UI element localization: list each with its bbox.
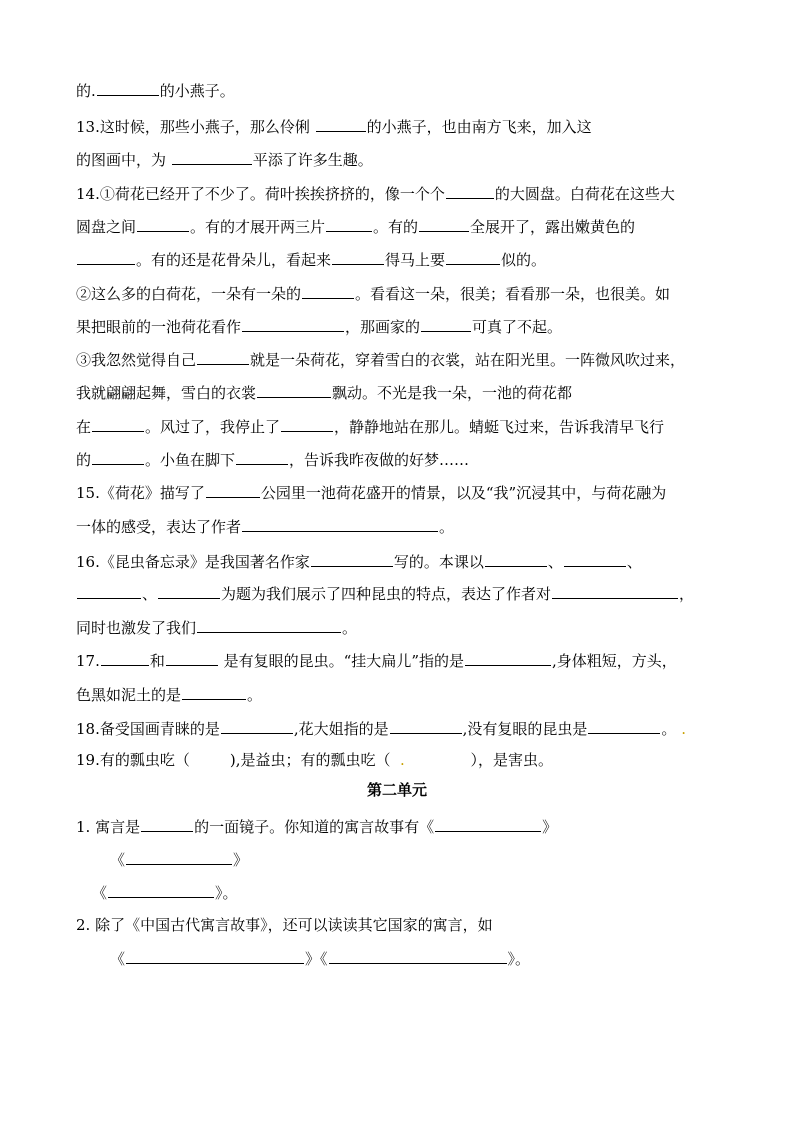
blank[interactable]	[326, 216, 372, 232]
blank[interactable]	[302, 283, 354, 299]
blank[interactable]	[242, 516, 438, 532]
blank[interactable]	[108, 882, 214, 898]
blank[interactable]	[158, 583, 220, 599]
question-14-line8: 在 。风过了，我停止了 ，静静地站在那儿。蜻蜓飞过来，告诉我清早飞行	[76, 418, 665, 436]
blank[interactable]	[311, 551, 393, 567]
blank[interactable]	[172, 149, 252, 165]
blank[interactable]	[332, 249, 384, 265]
question-15-line1: 15.《荷花》描写了 公园里一池荷花盛开的情景，以及“我”沉浸其中，与荷花融为	[76, 484, 667, 502]
question-16-line1: 16.《昆虫备忘录》是我国著名作家 写的。本课以 、 、	[76, 553, 642, 571]
unit2-question-2-line2: 《 》《 》。	[110, 950, 531, 968]
line-swallow-end: 的. 的小燕子。	[76, 82, 235, 100]
question-14-line7: 我就翩翩起舞，雪白的衣裳 飘动。不光是我一朵，一池的荷花都	[76, 384, 573, 402]
blank[interactable]	[257, 382, 331, 398]
blank[interactable]	[588, 718, 660, 734]
blank[interactable]	[101, 650, 149, 666]
blank[interactable]	[206, 482, 260, 498]
blank[interactable]	[552, 583, 678, 599]
stray-mark: .	[676, 720, 686, 738]
question-14-line3: 。有的还是花骨朵儿，看起来 得马上要 似的。	[76, 249, 546, 270]
blank[interactable]	[77, 583, 141, 599]
blank[interactable]	[465, 650, 551, 666]
blank[interactable]	[390, 718, 462, 734]
blank[interactable]	[316, 116, 366, 132]
question-15-line2: 一体的感受，表达了作者 。	[76, 518, 455, 536]
blank[interactable]	[329, 948, 507, 964]
unit2-question-1-line1: 1. 寓言是 的一面镜子。你知道的寓言故事有《 》	[76, 818, 558, 836]
question-14-line1: 14.①荷花已经开了不少了。荷叶挨挨挤挤的，像一个个 的大圆盘。白荷花在这些大	[76, 185, 675, 203]
unit2-question-2-line1: 2. 除了《中国古代寓言故事》，还可以读读其它国家的寓言，如	[76, 916, 493, 934]
blank[interactable]	[421, 316, 471, 332]
unit2-question-1-line2: 《 》	[110, 851, 249, 869]
question-16-line2: 、 为题为我们展示了四种昆虫的特点，表达了作者对 ，	[76, 583, 694, 604]
blank[interactable]	[435, 816, 541, 832]
section-heading: 第二单元	[366, 781, 427, 799]
blank[interactable]	[236, 449, 288, 465]
question-18: 18.备受国画青睐的是 ,花大姐指的是 ,没有复眼的昆虫是 。 .	[76, 720, 686, 738]
question-14-line2: 圆盘之间 。有的才展开两三片 。有的 全展开了，露出嫩黄色的	[76, 218, 636, 236]
blank[interactable]	[182, 684, 246, 700]
question-14-line4: ②这么多的白荷花，一朵有一朵的 。看看这一朵，很美；看看那一朵，也很美。如	[76, 285, 671, 303]
question-13-line2: 的图画中，为 平添了许多生趣。	[76, 151, 373, 169]
blank[interactable]	[485, 551, 547, 567]
blank[interactable]	[77, 249, 135, 265]
blank[interactable]	[242, 316, 344, 332]
blank[interactable]	[92, 416, 144, 432]
question-14-line9: 的 。小鱼在脚下 ，告诉我昨夜做的好梦……	[76, 451, 470, 469]
question-17-line1: 17. 和 是有复眼的昆虫。“挂大扁儿”指的是 ,身体粗短，方头，	[76, 652, 677, 670]
question-14-line5: 果把眼前的一池荷花看作 ，那画家的 可真了不起。	[76, 318, 563, 336]
question-16-line3: 同时也激发了我们 。	[76, 619, 358, 637]
blank[interactable]	[281, 416, 333, 432]
blank[interactable]	[419, 216, 469, 232]
blank[interactable]	[221, 718, 293, 734]
blank[interactable]	[446, 249, 500, 265]
blank[interactable]	[126, 948, 304, 964]
question-14-line6: ③我忽然觉得自己 就是一朵荷花，穿着雪白的衣裳，站在阳光里。一阵微风吹过来，	[76, 351, 686, 369]
blank[interactable]	[97, 80, 159, 96]
blank[interactable]	[141, 816, 193, 832]
blank[interactable]	[92, 449, 144, 465]
blank[interactable]	[137, 216, 189, 232]
question-13-line1: 13.这时候，那些小燕子，那么伶俐 的小燕子，也由南方飞来，加入这	[76, 118, 592, 136]
unit2-question-1-line3: 《 》。	[92, 884, 238, 902]
blank[interactable]: .	[390, 751, 405, 769]
question-17-line2: 色黑如泥土的是 。	[76, 686, 263, 704]
question-19: 19.有的瓢虫吃（ ),是益虫；有的瓢虫吃（ . ），是害虫。	[76, 751, 553, 769]
blank[interactable]	[197, 349, 249, 365]
blank[interactable]	[126, 849, 232, 865]
blank[interactable]	[166, 650, 218, 666]
blank[interactable]	[197, 617, 341, 633]
blank[interactable]	[564, 551, 626, 567]
blank[interactable]	[446, 183, 494, 199]
